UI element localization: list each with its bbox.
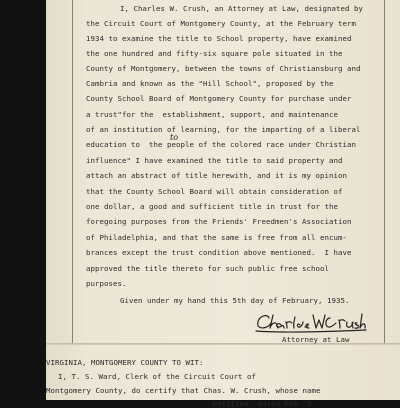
certificate-line: I, T. S. Ward, Clerk of the Circuit Court of — [58, 372, 256, 381]
body-line: County School Board of Montgomery County for purchase under — [86, 94, 352, 103]
body-line: the one hundred and fifty-six square pole situated in the — [86, 49, 343, 58]
body-line: brances except the trust condition above mentioned. I have — [86, 248, 352, 257]
certificate-line: petition, dated Feb. 5 — [46, 399, 312, 408]
body-line: attach an abstract of title herewith, and it is my opinion — [86, 171, 347, 180]
signature — [252, 310, 370, 334]
certificate-heading: VIRGINIA, MONTGOMERY COUNTY TO WIT: — [46, 358, 204, 367]
body-line: 1934 to examine the title to School property, have examined — [86, 34, 352, 43]
body-line: the Circuit Court of Montgomery County, at the February term — [86, 19, 356, 28]
body-line: one dollar, a good and sufficient title in trust for the — [86, 202, 338, 211]
body-line: Cambria and known as the "Hill School", proposed by the — [86, 79, 334, 88]
body-line: purposes. — [86, 279, 127, 288]
handwritten-insert: to — [170, 133, 179, 142]
body-line: education to the people of the colored race under Christian — [86, 140, 356, 149]
body-line: foregoing purposes from the Friends' Freedmen's Association — [86, 217, 352, 226]
left-margin-rule — [72, 0, 73, 345]
signature-text: Charles W. Crush — [252, 310, 262, 311]
body-line: of Philadelphia, and that the same is free from all encum- — [86, 233, 347, 242]
body-line: of an institution of learning, for the imparting of a liberal — [86, 125, 361, 134]
body-line: a trust"for the establishment, support, and maintenance — [86, 110, 338, 119]
signature-title: Attorney at Law — [282, 335, 350, 344]
right-margin-rule — [384, 0, 385, 345]
date-line: Given under my hand this 5th day of February, 1935. — [120, 296, 350, 305]
body-line: County of Montgomery, between the towns of Christiansburg and — [86, 64, 361, 73]
document-page — [46, 0, 400, 408]
certificate-line: Montgomery County, do certify that Chas. W. Crush, whose name — [46, 386, 321, 395]
body-line: I, Charles W. Crush, an Attorney at Law, designated by — [120, 4, 363, 13]
body-line: approved the title thereto for such public free school — [86, 264, 329, 273]
body-line: influence" I have examined the title to said property and — [86, 156, 343, 165]
body-line: that the County School Board will obtain consideration of — [86, 187, 343, 196]
